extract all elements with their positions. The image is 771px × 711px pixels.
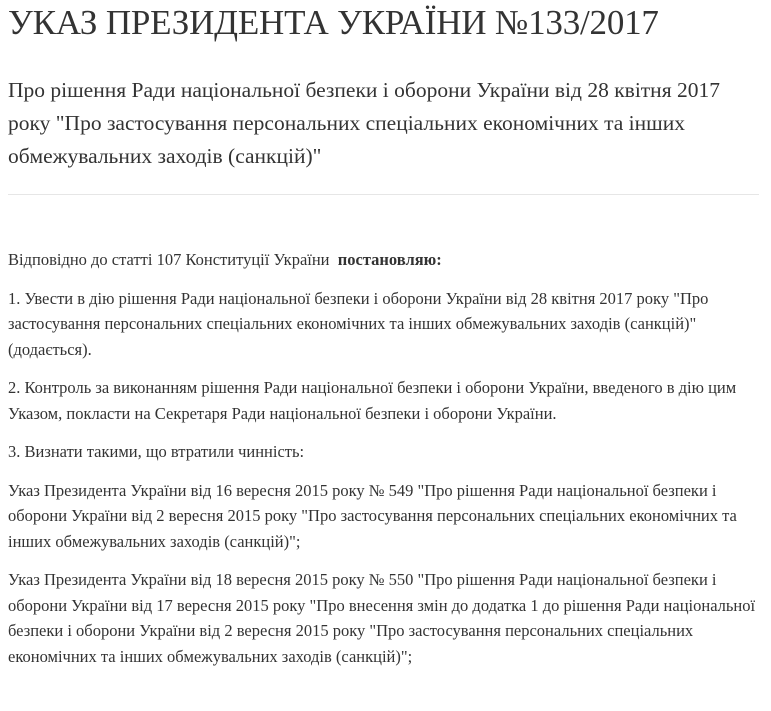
intro-text: Відповідно до статті 107 Конституції України xyxy=(8,250,330,269)
intro-paragraph xyxy=(8,247,763,273)
page-title: УКАЗ ПРЕЗИДЕНТА УКРАЇНИ №133/2017 xyxy=(8,3,659,42)
intro-emphasis: постановляю: xyxy=(337,250,442,269)
paragraph-3: 3. Визнати такими, що втратили чинність: xyxy=(8,442,305,461)
paragraph-4: Указ Президента України від 16 вересня 2015 року № 549 "Про рішення Ради національної безпеки і оборони України від 2 вересня 2015 року "Про застосування персональних спеціальних економічних та інших обмежувальних заходів (санкцій)"; xyxy=(8,480,737,551)
divider xyxy=(8,194,759,195)
paragraph-1: 1. Увести в дію рішення Ради національної безпеки і оборони України від 28 квітня 2017 року "Про застосування персональних спеціальних економічних та інших обмежувальних заходів (санкцій)" (додається). xyxy=(8,288,709,359)
paragraph-2: 2. Контроль за виконанням рішення Ради національної безпеки і оборони України, введеного в дію цим Указом, покласти на Секретаря Ради національної безпеки і оборони України. xyxy=(8,378,737,423)
document-body xyxy=(8,247,763,669)
page-subtitle: Про рішення Ради національної безпеки і оборони України від 28 квітня 2017 року "Про застосування персональних спеціальних економічних та інших обмежувальних заходів (санкцій)" xyxy=(8,78,720,168)
paragraph-5: Указ Президента України від 18 вересня 2015 року № 550 "Про рішення Ради національної безпеки і оборони України від 17 вересня 2015 року "Про внесення змін до додатка 1 до рішення Ради національної безпеки і оборони України від 2 вересня 2015 року "Про застосування персональних спеціальних економічних та інших обмежувальних заходів (санкцій)"; xyxy=(8,570,756,666)
